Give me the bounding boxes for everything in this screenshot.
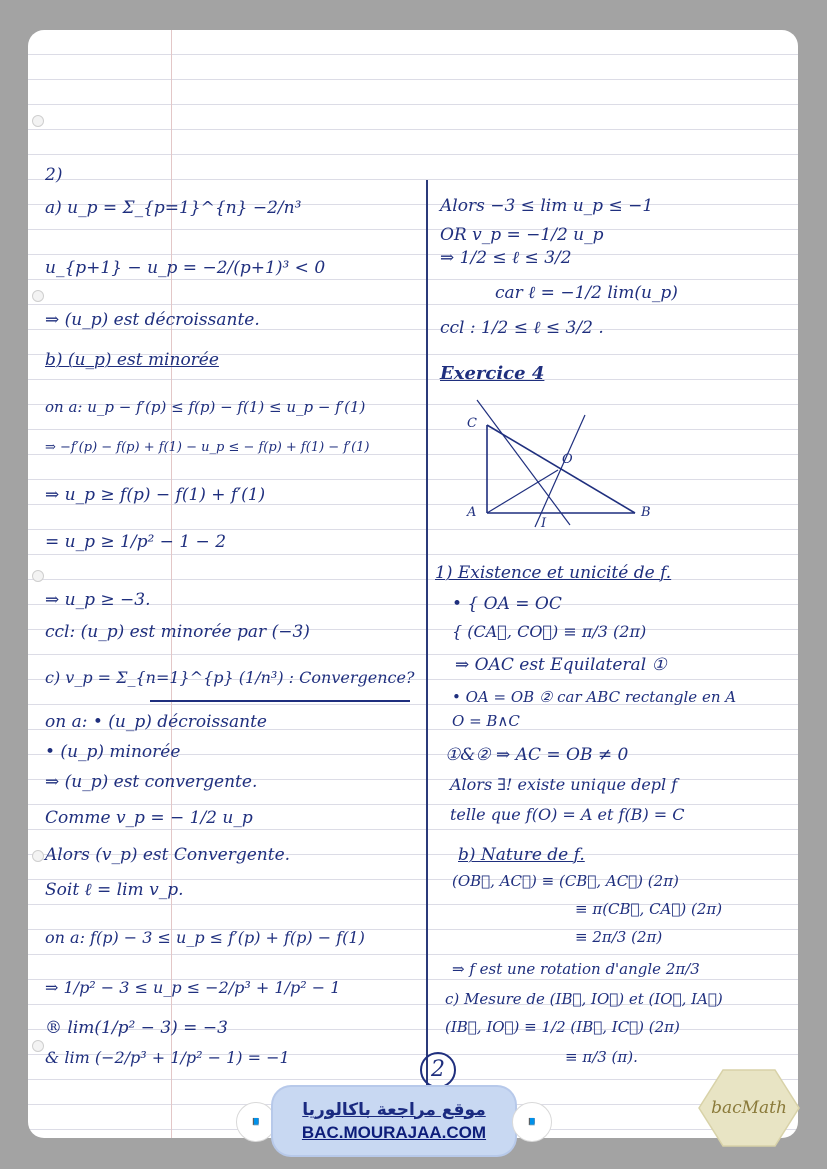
left-line-20: ⇒ 1/p² − 3 ≤ u_p ≤ −2/p³ + 1/p² − 1 [45, 978, 341, 997]
left-line-11: ccl: (u_p) est minorée par (−3) [45, 622, 310, 642]
label-c: C [467, 416, 477, 431]
right-line-17: (OB⃗, AC⃗) ≡ (CB⃗, AC⃗) (2π) [452, 872, 679, 890]
left-line-10: ⇒ u_p ≥ −3. [45, 590, 151, 610]
right-line-8: • { OA = OC [452, 594, 562, 614]
left-line-4: ⇒ (u_p) est décroissante. [45, 310, 260, 330]
right-line-9: { (CA⃗, CO⃗) ≡ π/3 (2π) [452, 622, 647, 641]
binder-hole [32, 1040, 44, 1052]
left-line-18: Soit ℓ = lim v_p. [45, 880, 184, 900]
left-line-14: • (u_p) minorée [45, 742, 181, 762]
underline-rule [150, 700, 410, 702]
site-name-arabic[interactable]: موقع مراجعة باكالوريا [302, 1099, 486, 1120]
right-line-20: ⇒ f est une rotation d'angle 2π/3 [452, 960, 700, 978]
site-logo-icon: 📘 [236, 1102, 276, 1142]
right-line-21: c) Mesure de (IB⃗, IO⃗) et (IO⃗, IA⃗) [445, 990, 723, 1008]
site-url-link[interactable]: BAC.MOURAJAA.COM [301, 1122, 487, 1142]
right-line-15: telle que f(O) = A et f(B) = C [450, 805, 685, 824]
exercise-title: Exercice 4 [440, 363, 545, 384]
left-line-2: a) u_p = Σ_{p=1}^{n} −2/n³ [45, 198, 302, 218]
left-line-3: u_{p+1} − u_p = −2/(p+1)³ < 0 [45, 258, 326, 278]
triangle-diagram [455, 395, 655, 530]
left-line-19: on a: f(p) − 3 ≤ u_p ≤ f′(p) + f(p) − f(1) [45, 928, 365, 947]
label-a: A [467, 505, 477, 520]
right-line-1: Alors −3 ≤ lim u_p ≤ −1 [440, 196, 654, 216]
column-divider [426, 180, 428, 1138]
right-line-13: ①&② ⇒ AC = OB ≠ 0 [445, 745, 629, 765]
right-line-19: ≡ 2π/3 (2π) [575, 928, 663, 946]
binder-hole [32, 570, 44, 582]
left-line-7: ⇒ −f′(p) − f(p) + f(1) − u_p ≤ − f(p) + f(1) − f′(1) [45, 440, 370, 455]
left-line-15: ⇒ (u_p) est convergente. [45, 772, 258, 792]
binder-hole [32, 115, 44, 127]
left-line-13: on a: • (u_p) décroissante [45, 712, 267, 732]
bacmath-badge-text: bacMath [711, 1098, 787, 1118]
binder-hole [32, 290, 44, 302]
right-line-2: OR v_p = −1/2 u_p [440, 225, 604, 245]
site-logo-icon-right: 📘 [512, 1102, 552, 1142]
right-line-4: car ℓ = −1/2 lim(u_p) [495, 283, 678, 303]
left-line-9: = u_p ≥ 1/p² − 1 − 2 [45, 532, 227, 552]
right-line-5: ccl : 1/2 ≤ ℓ ≤ 3/2 . [440, 318, 604, 338]
right-line-16: b) Nature de f. [458, 845, 585, 865]
margin-line [171, 30, 172, 1138]
left-line-8: ⇒ u_p ≥ f(p) − f(1) + f′(1) [45, 485, 266, 505]
left-line-1: 2) [45, 165, 63, 185]
right-line-22: (IB⃗, IO⃗) ≡ 1/2 (IB⃗, IC⃗) (2π) [445, 1018, 680, 1036]
left-line-17: Alors (v_p) est Convergente. [45, 845, 291, 865]
right-line-18: ≡ π(CB⃗, CA⃗) (2π) [575, 900, 723, 918]
left-line-5: b) (u_p) est minorée [45, 350, 219, 370]
left-line-12: c) v_p = Σ_{n=1}^{p} (1/n³) : Convergence? [45, 668, 415, 687]
label-o: O [562, 452, 573, 467]
right-line-23: ≡ π/3 (π). [565, 1048, 638, 1066]
binder-hole [32, 850, 44, 862]
page-number: 2 [420, 1052, 456, 1088]
right-line-11: • OA = OB ② car ABC rectangle en A [452, 688, 737, 706]
right-line-14: Alors ∃! existe unique depl f [450, 775, 678, 794]
label-b: B [641, 505, 651, 520]
label-i: I [541, 516, 547, 530]
right-line-10: ⇒ OAC est Equilateral ① [455, 655, 667, 675]
left-line-21: ® lim(1/p² − 3) = −3 [45, 1018, 228, 1038]
left-line-6: on a: u_p − f′(p) ≤ f(p) − f(1) ≤ u_p − f′(1) [45, 398, 366, 416]
right-line-12: O = B∧C [452, 712, 520, 730]
right-line-3: ⇒ 1/2 ≤ ℓ ≤ 3/2 [440, 248, 572, 268]
site-banner[interactable] [273, 1087, 515, 1155]
left-line-22: & lim (−2/p³ + 1/p² − 1) = −1 [45, 1048, 290, 1067]
left-line-16: Comme v_p = − 1/2 u_p [45, 808, 253, 828]
right-line-7: 1) Existence et unicité de f. [435, 563, 672, 583]
